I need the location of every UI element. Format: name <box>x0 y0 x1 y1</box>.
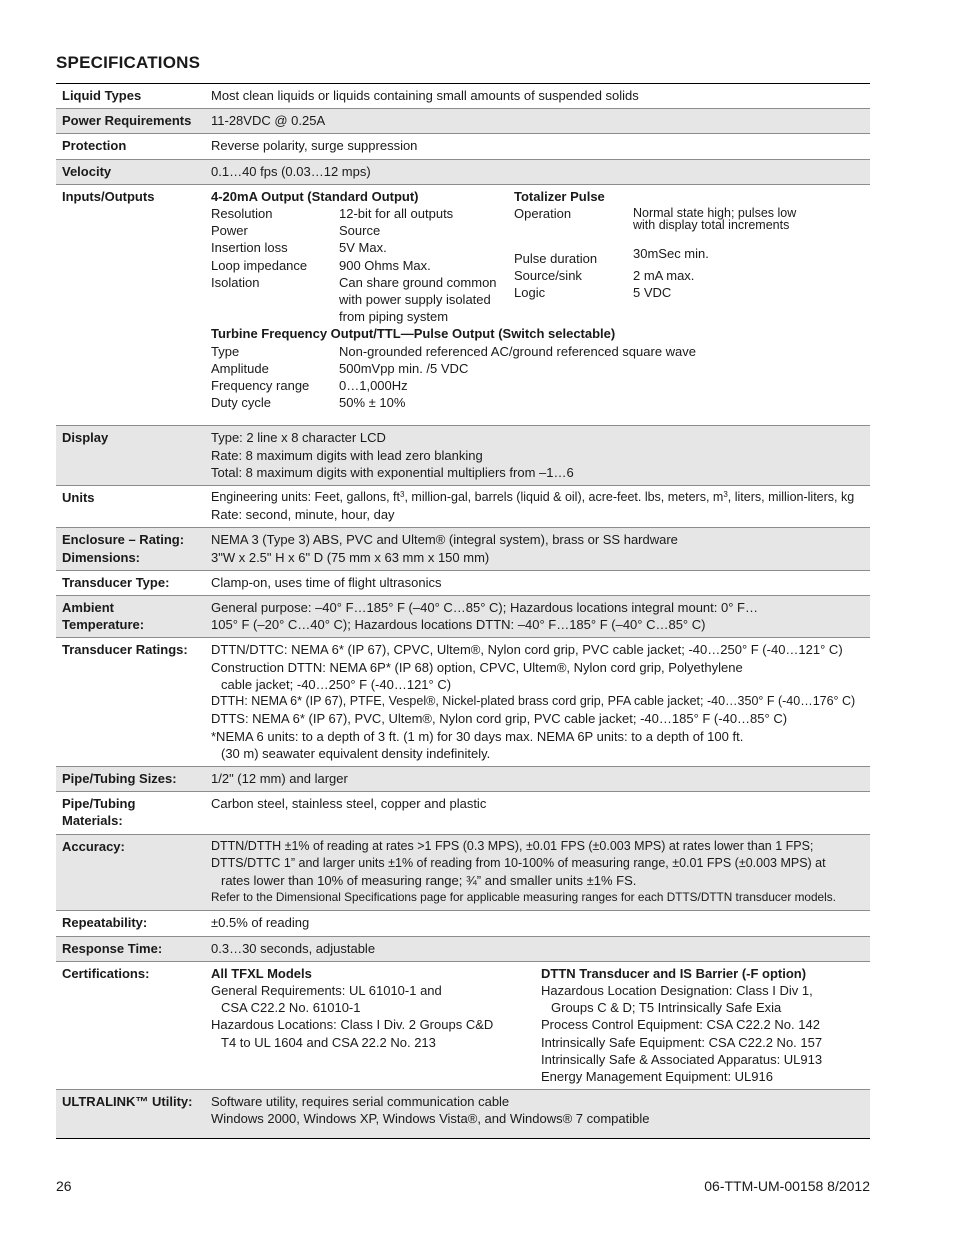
operation-line: with display total increments <box>633 218 790 233</box>
label-line: Temperature: <box>62 617 145 633</box>
row-label <box>56 528 205 569</box>
spec-value: 5V Max. <box>339 240 387 256</box>
row-label <box>56 596 205 637</box>
spec-key: Loop impedance <box>211 257 308 273</box>
row-enclosure <box>56 528 870 570</box>
accuracy-line: rates lower than 10% of measuring range; ¾” and smaller units ±1% FS. <box>221 872 637 888</box>
row-pipe-materials <box>56 792 870 834</box>
analog-output-specs <box>211 205 514 325</box>
row-value <box>205 486 870 527</box>
spec-key: Pulse duration <box>514 251 598 267</box>
row-label: Power Requirements <box>62 113 192 129</box>
spec-key: Frequency range <box>211 378 310 394</box>
superscript: 3 <box>723 490 728 500</box>
row-label: ULTRALINK™ Utility: <box>62 1094 193 1110</box>
ambient-line: General purpose: –40° F…185° F (–40° C…85° C); Hazardous locations integral mount: 0° F… <box>211 600 758 616</box>
operation-line: Normal state high; pulses low <box>633 206 797 221</box>
row-value <box>205 426 870 485</box>
spec-value <box>339 274 514 326</box>
row-value: Reverse polarity, surge suppression <box>211 138 418 154</box>
row-label: Liquid Types <box>62 88 142 103</box>
row-label: Velocity <box>62 163 112 179</box>
io-columns <box>211 188 866 326</box>
row-value <box>205 962 870 1089</box>
row-label: Display <box>62 430 109 446</box>
certifications-columns <box>211 965 866 1085</box>
spec-value: 50% ± 10% <box>339 395 406 411</box>
accuracy-line: DTTN/DTTH ±1% of reading at rates >1 FPS (0.3 MPS), ±0.01 FPS (±0.003 MPS) at rates lower than 1 FPS; <box>211 838 814 853</box>
row-label: Response Time: <box>62 940 163 956</box>
tfxl-certifications <box>211 965 541 1085</box>
spec-key: Isolation <box>211 274 260 290</box>
spec-value: 12-bit for all outputs <box>339 206 454 222</box>
spec-key: Amplitude <box>211 360 269 376</box>
isolation-line: from piping system <box>339 309 449 325</box>
row-value <box>205 596 870 637</box>
row-value <box>205 638 870 765</box>
specifications-table <box>56 83 870 1139</box>
row-value: 0.3…30 seconds, adjustable <box>211 940 376 956</box>
row-certifications <box>56 962 870 1090</box>
units-text: , million-gal, barrels (liquid & oil), acre-feet. lbs, meters, m <box>404 490 724 505</box>
cert-line: Groups C & D; T5 Intrinsically Safe Exia <box>551 1000 782 1016</box>
superscript: 3 <box>400 490 405 500</box>
cert-line: Intrinsically Safe & Associated Apparatus: UL913 <box>541 1051 823 1067</box>
units-engineering <box>211 489 866 506</box>
ambient-line: 105° F (–20° C…40° C); Hazardous locations DTTN: –40° F…185° F (–40° C…85° C) <box>211 617 706 633</box>
row-pipe-sizes <box>56 767 870 792</box>
spacer <box>633 231 866 244</box>
row-label: Inputs/Outputs <box>62 188 155 204</box>
turbine-heading: Turbine Frequency Output/TTL—Pulse Output (Switch selectable) <box>211 326 616 342</box>
cert-line: General Requirements: UL 61010-1 and <box>211 982 442 998</box>
row-value <box>205 835 870 911</box>
label-line: Dimensions: <box>62 549 141 565</box>
row-label: Repeatability: <box>62 915 148 931</box>
totalizer-pulse-block <box>514 188 866 326</box>
spec-value: 2 mA max. <box>633 268 695 284</box>
accuracy-line: DTTS/DTTC 1” and larger units ±1% of reading from 10-100% of measuring range, ±0.01 FPS (±0.003 MPS) at <box>211 855 826 870</box>
row-label: Accuracy: <box>62 838 125 854</box>
units-rate: Rate: second, minute, hour, day <box>211 507 395 523</box>
spec-key: Logic <box>514 285 546 301</box>
spec-value <box>633 205 866 231</box>
display-line: Total: 8 maximum digits with exponential multipliers from –1…6 <box>211 464 574 480</box>
dttn-certifications <box>541 965 866 1085</box>
row-inputs-outputs <box>56 185 870 427</box>
row-label <box>56 792 205 833</box>
row-velocity <box>56 160 870 185</box>
spec-value: 500mVpp min. /5 VDC <box>339 360 469 376</box>
spec-value: 30mSec min. <box>633 246 709 262</box>
spec-value: Source <box>339 223 381 239</box>
isolation-line: with power supply isolated <box>339 292 491 308</box>
row-ambient-temperature <box>56 596 870 638</box>
display-line: Rate: 8 maximum digits with lead zero blanking <box>211 447 483 463</box>
label-line: Pipe/Tubing <box>62 796 136 812</box>
spec-key: Duty cycle <box>211 395 271 411</box>
row-value <box>205 1090 870 1131</box>
ultralink-line: Software utility, requires serial communication cable <box>211 1094 510 1110</box>
totalizer-specs <box>514 205 866 302</box>
cert-line: Hazardous Location Designation: Class I Div 1, <box>541 982 813 998</box>
spec-key: Resolution <box>211 206 273 222</box>
cert-line: Intrinsically Safe Equipment: CSA C22.2 No. 157 <box>541 1034 823 1050</box>
analog-output-block <box>211 188 514 326</box>
row-value: 0.1…40 fps (0.03…12 mps) <box>211 163 371 179</box>
row-label: Protection <box>62 138 127 154</box>
row-accuracy <box>56 835 870 912</box>
row-ultralink-utility <box>56 1090 870 1138</box>
rating-line: DTTN/DTTC: NEMA 6* (IP 67), CPVC, Ultem®, Nylon cord grip, PVC cable jacket; -40…250° F (-40…121° C) <box>211 642 843 658</box>
row-units <box>56 486 870 528</box>
spec-value: Non-grounded referenced AC/ground referenced square wave <box>339 343 697 359</box>
cert-heading: All TFXL Models <box>211 965 312 981</box>
row-liquid-types <box>56 84 870 109</box>
spec-value: 5 VDC <box>633 285 672 301</box>
row-value: Most clean liquids or liquids containing small amounts of suspended solids <box>211 88 639 103</box>
spec-value: 900 Ohms Max. <box>339 257 431 273</box>
page-title: SPECIFICATIONS <box>56 53 201 72</box>
totalizer-heading: Totalizer Pulse <box>514 188 605 204</box>
label-line: Enclosure – Rating: <box>62 532 185 548</box>
cert-heading: DTTN Transducer and IS Barrier (-F option) <box>541 965 807 981</box>
row-transducer-ratings <box>56 638 870 766</box>
ultralink-line: Windows 2000, Windows XP, Windows Vista®, and Windows® 7 compatible <box>211 1111 650 1127</box>
rating-line: *NEMA 6 units: to a depth of 3 ft. (1 m) for 30 days max. NEMA 6P units: to a depth of 100 ft. <box>211 728 744 744</box>
row-response-time <box>56 937 870 962</box>
row-transducer-type <box>56 571 870 596</box>
spec-key: Type <box>211 343 240 359</box>
row-value: Carbon steel, stainless steel, copper and plastic <box>211 796 487 812</box>
isolation-line: Can share ground common <box>339 274 497 290</box>
row-value: ±0.5% of reading <box>211 915 310 931</box>
rating-line: cable jacket; -40…250° F (-40…121° C) <box>221 676 452 692</box>
spec-key: Insertion loss <box>211 240 288 256</box>
units-text: , liters, million-liters, kg <box>727 490 855 505</box>
page-number: 26 <box>56 1178 72 1194</box>
row-protection <box>56 134 870 159</box>
cert-line: Energy Management Equipment: UL916 <box>541 1068 773 1084</box>
row-repeatability <box>56 911 870 936</box>
display-line: Type: 2 line x 8 character LCD <box>211 430 386 446</box>
rating-line: (30 m) seawater equivalent density indefinitely. <box>221 745 491 761</box>
turbine-specs <box>211 343 866 412</box>
analog-output-heading: 4-20mA Output (Standard Output) <box>211 188 419 204</box>
row-label: Units <box>62 490 95 506</box>
row-value <box>205 185 870 416</box>
row-value: 1/2" (12 mm) and larger <box>211 770 348 786</box>
row-label: Transducer Type: <box>62 574 170 590</box>
spec-key: Operation <box>514 206 572 222</box>
row-display <box>56 426 870 486</box>
row-power-requirements <box>56 109 870 134</box>
row-value: 11-28VDC @ 0.25A <box>211 113 326 129</box>
cert-line: T4 to UL 1604 and CSA 22.2 No. 213 <box>221 1034 436 1050</box>
rating-line: DTTH: NEMA 6* (IP 67), PTFE, Vespel®, Nickel-plated brass cord grip, PFA cable jacket; -40…350° F (-40…176° C) <box>211 694 856 709</box>
accuracy-line: Refer to the Dimensional Specifications page for applicable measuring ranges for each DTTS/DTTN transducer models. <box>211 890 836 905</box>
row-label: Transducer Ratings: <box>62 642 188 658</box>
enclosure-line: NEMA 3 (Type 3) ABS, PVC and Ultem® (integral system), brass or SS hardware <box>211 532 678 548</box>
row-label: Pipe/Tubing Sizes: <box>62 770 177 786</box>
spacer <box>514 231 633 244</box>
spec-key: Power <box>211 223 248 239</box>
cert-line: Process Control Equipment: CSA C22.2 No. 142 <box>541 1017 820 1033</box>
cert-line: CSA C22.2 No. 61010-1 <box>221 1000 361 1016</box>
units-text: Engineering units: Feet, gallons, ft <box>211 490 401 505</box>
row-value <box>205 528 870 569</box>
row-label: Certifications: <box>62 965 150 981</box>
cert-line: Hazardous Locations: Class I Div. 2 Groups C&D <box>211 1017 494 1033</box>
label-line: Materials: <box>62 813 123 829</box>
document-id: 06-TTM-UM-00158 8/2012 <box>704 1178 870 1194</box>
spec-value: 0…1,000Hz <box>339 378 408 394</box>
spec-key: Source/sink <box>514 268 582 284</box>
row-value: Clamp-on, uses time of flight ultrasonics <box>211 574 442 590</box>
rating-line: DTTS: NEMA 6* (IP 67), PVC, Ultem®, Nylon cord grip, PVC cable jacket; -40…185° F (-40…85° C) <box>211 711 788 727</box>
label-line: Ambient <box>62 600 114 616</box>
rating-line: Construction DTTN: NEMA 6P* (IP 68) option, CPVC, Ultem®, Nylon cord grip, Polyethylene <box>211 659 743 675</box>
dimensions-line: 3"W x 2.5" H x 6" D (75 mm x 63 mm x 150 mm) <box>211 549 490 565</box>
